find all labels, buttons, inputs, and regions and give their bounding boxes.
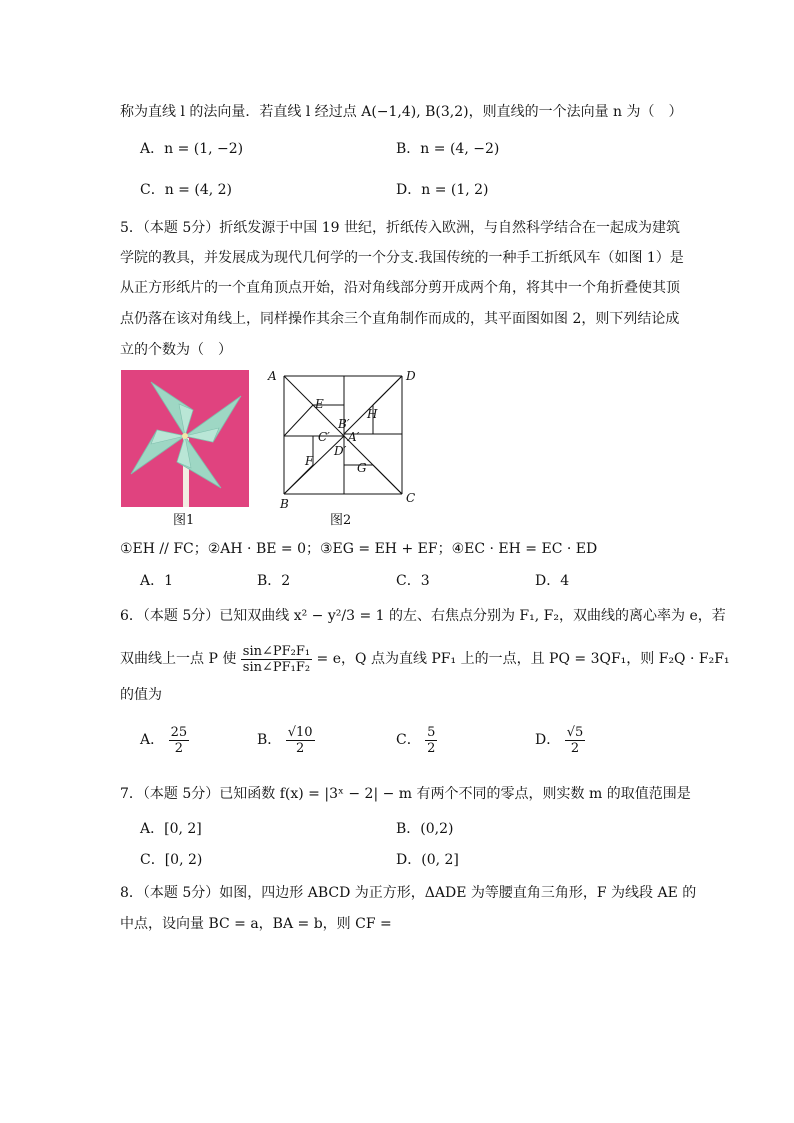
q5-option-b-text: 2 — [281, 573, 291, 589]
q4-option-a-label: A． — [140, 141, 165, 157]
q8-line-2: 中点，设向量 BC = a，BA = b，则 CF = — [120, 916, 392, 932]
q5-line-3: 从正方形纸片的一个直角顶点开始，沿对角线部分剪开成两个角，将其中一个角折叠使其顶 — [120, 280, 680, 296]
q6-option-a-value — [169, 725, 190, 756]
pinwheel-photo — [121, 370, 249, 507]
pinwheel-diagram — [262, 366, 422, 512]
q5-line-2: 学院的教具，并发展成为现代几何学的一个分支.我国传统的一种手工折纸风车（如图 1）是 — [120, 250, 684, 266]
q5-option-d-text: 4 — [560, 573, 570, 589]
q6-option-b[interactable] — [257, 722, 315, 758]
q5-line-4: 点仍落在该对角线上，同样操作其余三个直角制作而成的，其平面图如图 2，则下列结论成 — [120, 311, 680, 327]
q4-stem: 称为直线 l 的法向量．若直线 l 经过点 A(−1,4), B(3,2)，则直线的一个法向量 n 为（ ） — [120, 104, 683, 120]
q4-option-d[interactable] — [396, 180, 489, 200]
q4-option-a-text: n = (1, −2) — [164, 141, 244, 157]
q6-option-a-den: 2 — [174, 740, 183, 756]
label-d: D — [406, 369, 416, 383]
label-d-prime: D′ — [334, 444, 347, 458]
q8-line-1: 8．（本题 5分）如图，四边形 ABCD 为正方形，ΔADE 为等腰直角三角形，F 为线段 AE 的 — [120, 885, 697, 901]
q4-option-b-text: n = (4, −2) — [420, 141, 500, 157]
q6-option-d-value — [565, 725, 586, 756]
q7-option-d-text: (0, 2] — [421, 852, 459, 868]
q4-option-c[interactable] — [140, 180, 232, 200]
q6-line-3: 的值为 — [120, 687, 162, 703]
pinwheel-pin — [182, 433, 188, 439]
q4-option-c-label: C． — [140, 182, 165, 198]
label-h: H — [367, 407, 378, 421]
q6-option-b-den: 2 — [296, 740, 305, 756]
q7-option-c[interactable] — [140, 850, 202, 870]
label-c-prime: C′ — [318, 430, 330, 444]
q4-option-b-label: B． — [396, 141, 421, 157]
fig2-caption: 图2 — [330, 513, 352, 528]
q6-line-2 — [120, 642, 730, 676]
q6-option-a-num: 25 — [170, 724, 188, 740]
fig1-caption: 图1 — [173, 513, 195, 528]
q7-option-d[interactable] — [396, 850, 459, 870]
q7-option-c-label: C． — [140, 852, 165, 868]
q6-option-c-value — [425, 725, 437, 756]
diagram-lines — [284, 376, 402, 494]
q6-option-c-num: 5 — [427, 724, 436, 740]
q5-option-c-label: C． — [396, 573, 421, 589]
q6-option-d-den: 2 — [570, 740, 580, 756]
q6-option-d-num: √5 — [566, 724, 584, 740]
q6-option-c-label: C． — [396, 732, 421, 748]
label-e: E — [315, 397, 324, 411]
label-f: F — [305, 454, 314, 468]
q7-option-b[interactable] — [396, 819, 454, 839]
q5-option-a[interactable] — [140, 571, 173, 591]
label-a: A — [268, 369, 277, 383]
q4-option-d-text: n = (1, 2) — [421, 182, 489, 198]
q4-option-b[interactable] — [396, 139, 499, 159]
q5-option-a-text: 1 — [164, 573, 174, 589]
q5-option-b-label: B． — [257, 573, 282, 589]
q5-statements: ①EH // FC；②AH · BE = 0；③EG = EH + EF；④EC · EH = EC · ED — [120, 541, 598, 557]
q6-line-2-suffix: = e，Q 点为直线 PF₁ 上的一点，且 PQ = 3QF₁，则 F₂Q · F₂F₁ — [316, 651, 730, 667]
q6-option-b-value — [286, 725, 315, 756]
q5-option-d-label: D． — [535, 573, 561, 589]
q6-line-1: 6．（本题 5分）已知双曲线 x² − y²/3 = 1 的左、右焦点分别为 F₁, F₂，双曲线的离心率为 e，若 — [120, 608, 726, 624]
q5-option-a-label: A． — [140, 573, 165, 589]
q6-option-a-label: A． — [140, 732, 165, 748]
label-g: G — [357, 461, 367, 475]
q6-line-2-prefix: 双曲线上一点 P 使 — [120, 651, 237, 667]
label-c: C — [406, 491, 416, 505]
q7-option-b-text: (0,2) — [420, 821, 454, 837]
q6-option-a[interactable] — [140, 722, 189, 758]
q5-option-c[interactable] — [396, 571, 430, 591]
q7-option-a-text: [0, 2] — [164, 821, 202, 837]
q5-option-b[interactable] — [257, 571, 290, 591]
q5-option-d[interactable] — [535, 571, 569, 591]
label-a-prime: A′ — [348, 430, 360, 444]
q4-option-d-label: D． — [396, 182, 422, 198]
q7-option-a-label: A． — [140, 821, 165, 837]
q6-sine-numerator: sin∠PF₂F₁ — [242, 643, 311, 659]
q6-sine-denominator: sin∠PF₁F₂ — [242, 659, 311, 675]
q5-line-1: 5．（本题 5分）折纸发源于中国 19 世纪，折纸传入欧洲，与自然科学结合在一起成为建筑 — [120, 220, 680, 236]
q7-stem: 7．（本题 5分）已知函数 f(x) = |3ˣ − 2| − m 有两个不同的零点，则实数 m 的取值范围是 — [120, 786, 691, 802]
label-b-prime: B′ — [338, 417, 350, 431]
q7-option-b-label: B． — [396, 821, 421, 837]
q6-option-b-num: √10 — [287, 724, 313, 740]
q5-line-5: 立的个数为（ ） — [120, 342, 232, 358]
q6-option-c-den: 2 — [427, 740, 436, 756]
q6-option-c[interactable] — [396, 722, 437, 758]
q6-option-d[interactable] — [535, 722, 585, 758]
q6-sine-ratio — [241, 644, 312, 675]
q7-option-a[interactable] — [140, 819, 202, 839]
q7-option-d-label: D． — [396, 852, 422, 868]
label-b: B — [280, 497, 289, 511]
q6-option-b-label: B． — [257, 732, 282, 748]
q7-option-c-text: [0, 2) — [164, 852, 203, 868]
q6-option-d-label: D． — [535, 732, 561, 748]
q4-option-a[interactable] — [140, 139, 243, 159]
q5-option-c-text: 3 — [420, 573, 430, 589]
q4-option-c-text: n = (4, 2) — [164, 182, 233, 198]
